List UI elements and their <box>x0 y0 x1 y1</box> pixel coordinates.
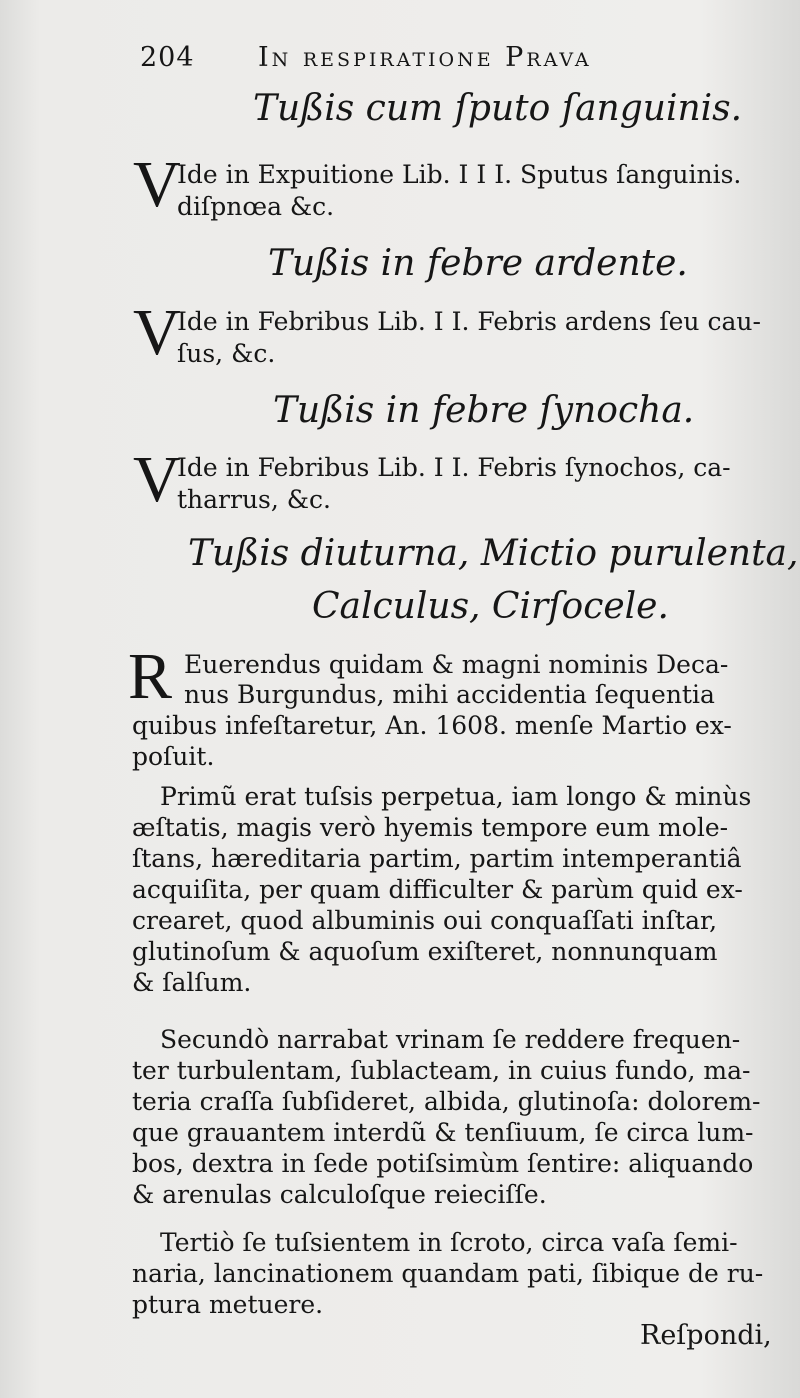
text-line: que grauantem interdũ & tenſiuum, ſe circa lum- <box>132 1118 754 1147</box>
text-line: glutinoſum & aquoſum exiſteret, nonnunquam <box>132 937 718 966</box>
section-heading: Tußis in febre ſynocha. <box>273 390 695 431</box>
section-heading: Tußis in febre ardente. <box>268 243 688 284</box>
text-line: crearet, quod albuminis oui conquaſſati inſtar, <box>132 906 718 935</box>
text-line: ptura metuere. <box>132 1290 324 1319</box>
text-line: Primũ erat tuſsis perpetua, iam longo & minùs <box>160 782 752 811</box>
section-heading: Calculus, Cirſocele. <box>312 586 669 627</box>
page-number: 204 <box>140 42 195 73</box>
text-line: Secundò narrabat vrinam ſe reddere frequen- <box>160 1025 741 1054</box>
text-line: diſpnœa &c. <box>177 192 335 221</box>
text-line: ſtans, hæreditaria partim, partim intemperantiâ <box>132 844 742 873</box>
section-heading: Tußis diuturna, Mictio purulenta, <box>188 533 799 574</box>
running-title: In respiratione Prava <box>258 42 592 73</box>
text-line: acquiſita, per quam difficulter & parùm quid ex- <box>132 875 743 904</box>
text-line: quibus infeſtaretur, An. 1608. menſe Martio ex- <box>132 711 732 740</box>
drop-capital: V <box>133 443 181 516</box>
section-heading: Tußis cum ſputo ſanguinis. <box>253 88 743 129</box>
text-line: Ide in Expuitione Lib. I I I. Sputus ſanguinis. <box>177 160 742 189</box>
text-line: Ide in Febribus Lib. I I. Febris ardens ſeu cau- <box>177 307 761 336</box>
text-line: bos, dextra in ſede potiſsimùm ſentire: aliquando <box>132 1149 754 1178</box>
drop-capital: R <box>128 640 173 713</box>
text-line: æſtatis, magis verò hyemis tempore eum mole- <box>132 813 729 842</box>
text-line: ſus, &c. <box>177 339 276 368</box>
text-line: & ſalſum. <box>132 968 252 997</box>
drop-capital: V <box>133 148 181 221</box>
text-line: & arenulas calculoſque reieciſſe. <box>132 1180 547 1209</box>
running-header <box>140 42 740 82</box>
drop-capital: V <box>133 296 181 369</box>
text-line: tharrus, &c. <box>177 485 331 514</box>
text-line: naria, lancinationem quandam pati, ſibique de ru- <box>132 1259 764 1288</box>
text-line: poſuit. <box>132 742 215 771</box>
text-line: Euerendus quidam & magni nominis Deca- <box>184 650 729 679</box>
text-line: Ide in Febribus Lib. I I. Febris ſynochos, ca- <box>177 453 731 482</box>
text-line: nus Burgundus, mihi accidentia ſequentia <box>184 680 715 709</box>
catchword: Reſpondi, <box>640 1320 772 1351</box>
text-line: ter turbulentam, ſublacteam, in cuius fundo, ma- <box>132 1056 751 1085</box>
text-line: Tertiò ſe tuſsientem in ſcroto, circa vaſa ſemi- <box>160 1228 738 1257</box>
text-line: teria craſſa ſubſideret, albida, glutinoſa: dolorem- <box>132 1087 761 1116</box>
